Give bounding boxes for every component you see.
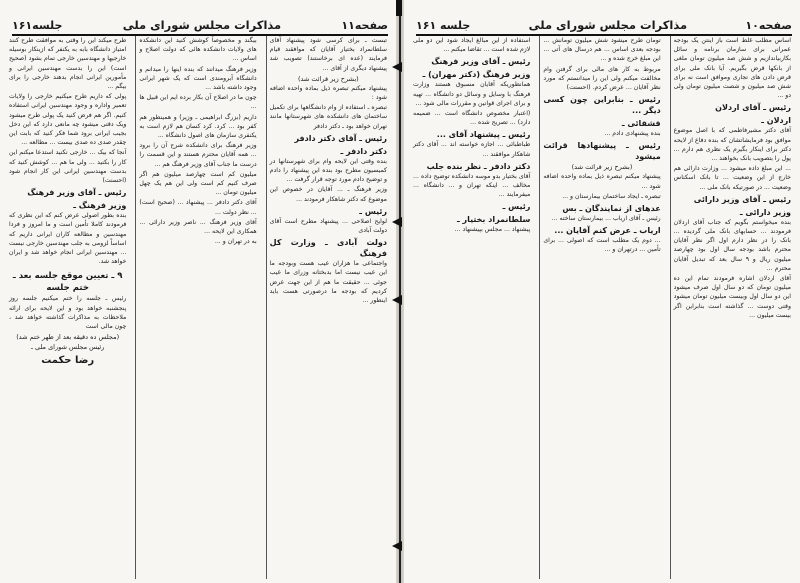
paragraph: آقای دکتر مشیرفاطمی که با اصل موضوع موافق بود فرمایشاتشان که بنده دفاع از لایحه دکتر برای اینکار بگیرم یک نظری هم دارم ... پول را بتصویب بانک بخواهند ...	[673, 127, 791, 163]
right-page-header	[416, 12, 792, 36]
paragraph: لوایح اصلاحی ... پیشنهاد مطرح است آقای دولت آبادی	[269, 217, 387, 235]
right-page	[404, 0, 800, 583]
text-column	[6, 36, 129, 579]
fold-arrow-icon	[392, 295, 402, 305]
page-number: صفحه۱۰	[745, 19, 792, 32]
text-column	[266, 36, 390, 579]
paragraph: همانطوریکه آقایان مسبوق هستند وزارت فرهنگ با وسایل و وسائل دو دانشگاه ... تهیه و برای اجرای قوانین و مقررات مالی شود ...	[413, 81, 531, 107]
stage-direction: (بشرح زیر قرائت شد)	[297, 74, 359, 83]
session-number: جلسه۱۶۱	[12, 19, 63, 32]
paragraph: تبست ـ برای کرسی شود پیشنهاد آقای سلطانمراد بختیار آقایان که موافقند قیام فرمایند (عده ای برخاستند) تصویب شد پیشنهاد دیگری از آقای ...	[269, 37, 387, 72]
paragraph: تبصره ـ استفاده از وام دانشگاهها برای تکمیل ساختمان های دانشکده های شهرستانها مانند تهران خواهد بود ـ دکتر دادفر	[269, 104, 387, 130]
speaker-heading: قشقائی ـ	[621, 119, 661, 129]
left-page	[0, 0, 396, 583]
fold-arrow-icon	[392, 217, 402, 227]
paragraph: پیشنهاد میکنم تبصره ذیل بماده واحده اضافه شود :	[269, 84, 387, 102]
left-page-header	[12, 12, 388, 36]
stage-direction: رئیس مجلس شورای ملی ـ	[30, 343, 105, 352]
paragraph: آقای دکتر دادفر ... پیشنهاد ... (صحیح است) ... نظر دولت ...	[139, 199, 257, 216]
paragraph: طرح میکند این را وقتی به موافقت طرح کنند امتیاز دانشگاه بابه به یکنفر که ازینکار بوسیله خارجیها و مهندسین خارجی تمام بشود (صحیح است) این را بدست مهندسین ایرانی و مأمورین ایرانی انجام بدهند خارجی را برای بیگم ...	[9, 37, 127, 91]
page-title: مذاکرات مجلس شورای ملی	[528, 18, 688, 32]
speaker-heading: دکتر دادفر ـ نظر بنده جلب	[426, 161, 531, 171]
speaker-heading: رئیس ـ آقای اردلان	[715, 103, 791, 113]
paragraph: استفاده از این مبالغ ایجاد شود این دو ملی لازم شده است ... تقاضا میکنم ...	[413, 37, 531, 54]
speaker-heading: رئیس ـ آقای وزیر فرهنگ	[431, 57, 531, 67]
speaker-heading: اریاب ـ عرض کنم آقایان ...	[554, 226, 661, 236]
paragraph: وزیر فرهنگ میدانند که بنده اینها را میدانم و دانشگاه آبرومندی است که یک شهر ایرانی وجود داشته باشد ...	[139, 65, 257, 92]
section-heading: ۹ ـ تعیین موقع جلسه بعد ـ ختم جلسه	[12, 271, 123, 294]
paragraph: چون ما در اصلاح آن بکار برده ایم این قبیل ها ...	[139, 94, 257, 111]
paragraph: رئیس ـ آقای اریاب ... بیمارستان ساخته ...	[551, 215, 661, 223]
paragraph: ... این مبلغ داده میشود ... وزارت دارائی هم خارج از این وضعیت ... تا بانک اسکناس وضعیت ... در صورتیکه بانک ملی ...	[673, 165, 791, 191]
paragraph: آقای اردلان اشاره فرمودند تمام این ده میلیون تومان که دو سال اول صرف میشود این دو سال اول وبیست میلیون تومان میشود وقتی دوست ... گذاشته است بنابراین اگر بیست میلیون ...	[673, 275, 791, 319]
speaker-heading: سلطانمراد بختیار ـ	[457, 215, 531, 225]
stage-direction: (مجلس ده دقیقه بعد از ظهر ختم شد)	[16, 333, 120, 342]
speaker-heading: رئیس ـ پیشنهادها قرائت میشود	[543, 141, 661, 162]
fold-divider-line	[399, 0, 401, 583]
binding-mark	[396, 0, 402, 16]
speaker-heading: رئیس ـ	[502, 202, 531, 212]
right-page-columns	[410, 36, 794, 579]
text-column	[410, 36, 533, 579]
stage-direction: (بشرح زیر قرائت شد)	[571, 163, 633, 172]
left-page-columns	[6, 36, 390, 579]
speaker-heading: رئیس ـ آقای وزیر دارائی	[693, 194, 791, 204]
paragraph: داریم (بزرگ ابراهیمی ـ وزیر) و همینطور هم کفر بود ... کرد. کرد کسان هم لازم است به یکنفری سازمان های اصول دانشگاه ...	[139, 113, 257, 140]
paragraph: بنده بطور اصولی عرض کنم که این نظری که فرمودند کاملا تأمین است و ما امروز و فردا مهندسین و مطالعه کاران ایرانی داریم که اساساً لزومی به جلب مهندسین خارجی نیست ... مهندسین ایرانی انجام خواهد شد و ایران خواهد شد.	[9, 212, 127, 266]
speaker-heading: دولت آبادی ـ وزارت کل فرهنگ	[269, 238, 387, 259]
speaker-heading: وزیر دارائی ـ	[739, 207, 791, 217]
speaker-heading: رئیس ـ	[359, 206, 387, 216]
paragraph: آقای وزیر فرهنگ ... ناصر وزیر دارائی ... همکاری این لایحه ...	[139, 218, 257, 236]
speaker-heading: اردلان ـ	[761, 116, 791, 126]
paragraph: بنده پیشنهادی دادم ...	[604, 130, 661, 138]
speaker-heading: وزیر فرهنگ ـ	[73, 201, 127, 211]
session-number: جلسه ۱۶۱	[416, 19, 471, 32]
paragraph: بیگند و مخصوصاً کوشش کنید این دانشکده های ولایات دانشکده هائی که دولت اصلاح و اساس ...	[139, 37, 257, 63]
paragraph: وزیر فرهنگ برای دانشکده شرح آن را برود ... همه آقایان محترم هستند و این قسمت را درست ما جناب آقای وزیر فرهنگ هم ...	[139, 142, 257, 168]
signature: رضا حکمت	[41, 355, 95, 367]
paragraph: آنجا که بیک ... خارجی نکنید استدعا میکنم این کار را بکنید ... ولی ما هم ... کوشش کنید که بدست مهندسین ایرانی این کار انجام شود (احسنت)	[9, 149, 127, 185]
paragraph: بنده میخواستم بگویم که جناب آقای اردلان فرمودند ... حسابهای بانک ملی گردیده ... بانک را در نظر دارم اول اگر نظر آقایان محترم باشد بودجه سال اول بود چهارصد میلیون ریال و ۹ سال بعد که تبدیل آقایان محترم ...	[673, 218, 791, 272]
paragraph: پیشنهاد میکنم تبصره ذیل بماده واحده اضافه شود ...	[543, 173, 661, 190]
speaker-heading: رئیس ـ پیشنهاد آقای ...	[436, 130, 531, 140]
paragraph: تومان طرح میشود شش میلیون تومانش ... بودجه بعدی اساس ... هم درسال های آتی ... این مبلغ خرج شده و ...	[543, 37, 661, 63]
paragraph: طباطبائی ... اجازه خواسته اند ... آقای دکتر شاهکار موافقند ...	[413, 141, 531, 158]
text-column	[539, 36, 663, 579]
paragraph: بنده وقتی این لایحه وام برای شهرستانها در کمیسیون مطرح بود بنده این پیشنهاد را دادم و توضیح دادم مورد توجه قرار گرفت ...	[269, 157, 387, 184]
paragraph: آقای بختیار بدو موسه دانشکده توضیح داده ... مخالف ... اینکه تهران و ... دانشگاه ... میفرمایند ...	[413, 172, 531, 199]
paragraph: ... دوم یک مطلب است که اصولی ... برای تأمین ... درتهران و ...	[543, 237, 661, 254]
paragraph: وزیر فرهنگ ـ ... آقایان در خصوص این موضوع که دکتر شاهکار فرمودند ...	[269, 186, 387, 203]
text-column	[135, 36, 259, 579]
speaker-heading: رئیس ـ بنابراین چون کسی دیگر ...	[543, 95, 661, 116]
paragraph: میلیون کم است چهارصد میلیون هم اگر صرف کنیم کم است ولی این هم یک چهل میلیون تومان ...	[139, 170, 257, 197]
speaker-heading: وزیر فرهنگ (دکتر مهران) ـ	[422, 70, 531, 80]
paragraph: پیشنهاد ... مجلس بپیشنهاد ...	[454, 226, 531, 234]
text-column	[670, 36, 794, 579]
fold-arrow-icon	[392, 62, 402, 72]
speaker-heading: رئیس ـ آقای وزیر فرهنگ	[27, 188, 127, 198]
paragraph: اساس مطلب غلط است باز اینتن یک بودجه عمرانی برای سازمان برنامه و سائل بکاربیاندازیم و شش صد میلیون تومان ملغی از بانکها قرض بگیریم. آیا بانک ملی برای قرض دادن های تجاری وموافق است نه برای شش صد میلیون و شصت میلیون تومان ولی دو ...	[673, 37, 791, 100]
page-number: صفحه۱۱	[341, 19, 388, 32]
paragraph: پولی که داریم طرح میکنیم خارجی را ولایات تعمیر واداره و وجود مهندسین ایرانی استفاده کنیم. اگر هم فرض کنید یک پولی طرح میشود ویک دقتی میشود چه مانعی دارد که این دخل بجیب ایرانی برود شما فکر کنید که بابت این چقدر صدی ده صدی بیست ... مطالعه ...	[9, 93, 127, 147]
page-title: مذاکرات مجلس شورای ملی	[122, 18, 282, 32]
paragraph: به در تهران و ...	[214, 238, 257, 246]
paragraph: تبصره ـ ایجاد ساختمان بیمارستان و ...	[562, 192, 661, 200]
fold-arrow-icon	[392, 541, 402, 551]
paragraph: واجتماعی ما هزاران عیب هست وبودجه ما این عیب نیست اما بدبختانه وزرای ما عیب جوئی ... حقیقت ما هم از این جهت عرض کردیم که بودجه ما درصورتی هست باید اینطور ...	[269, 260, 387, 305]
paragraph: رئیس ـ جلسه را ختم میکنیم جلسه روز پنجشنبه خواهد بود و این لایحه برای ارائه ملاحظات به مذاکرات گذاشته خواهد شد ، چون مالی است	[9, 295, 127, 331]
speaker-heading: عدهای از نمایندگان ـ بس	[562, 204, 661, 214]
speaker-heading: رئیس ـ آقای دکتر دادفر	[294, 133, 387, 143]
paragraph: مربوط به کار های مالی برای گرفتن وام مخالفت میکنم ولی این را میدانستم که مورد نظر آقایان ... عرض کردم. (احسنت)	[543, 65, 661, 92]
paragraph: (اعتبار مخصوص دانشگاه است ... ضمیمه دارد) ... تصریح شده ...	[413, 110, 531, 127]
speaker-heading: دکتر دادفر ـ	[340, 146, 387, 156]
